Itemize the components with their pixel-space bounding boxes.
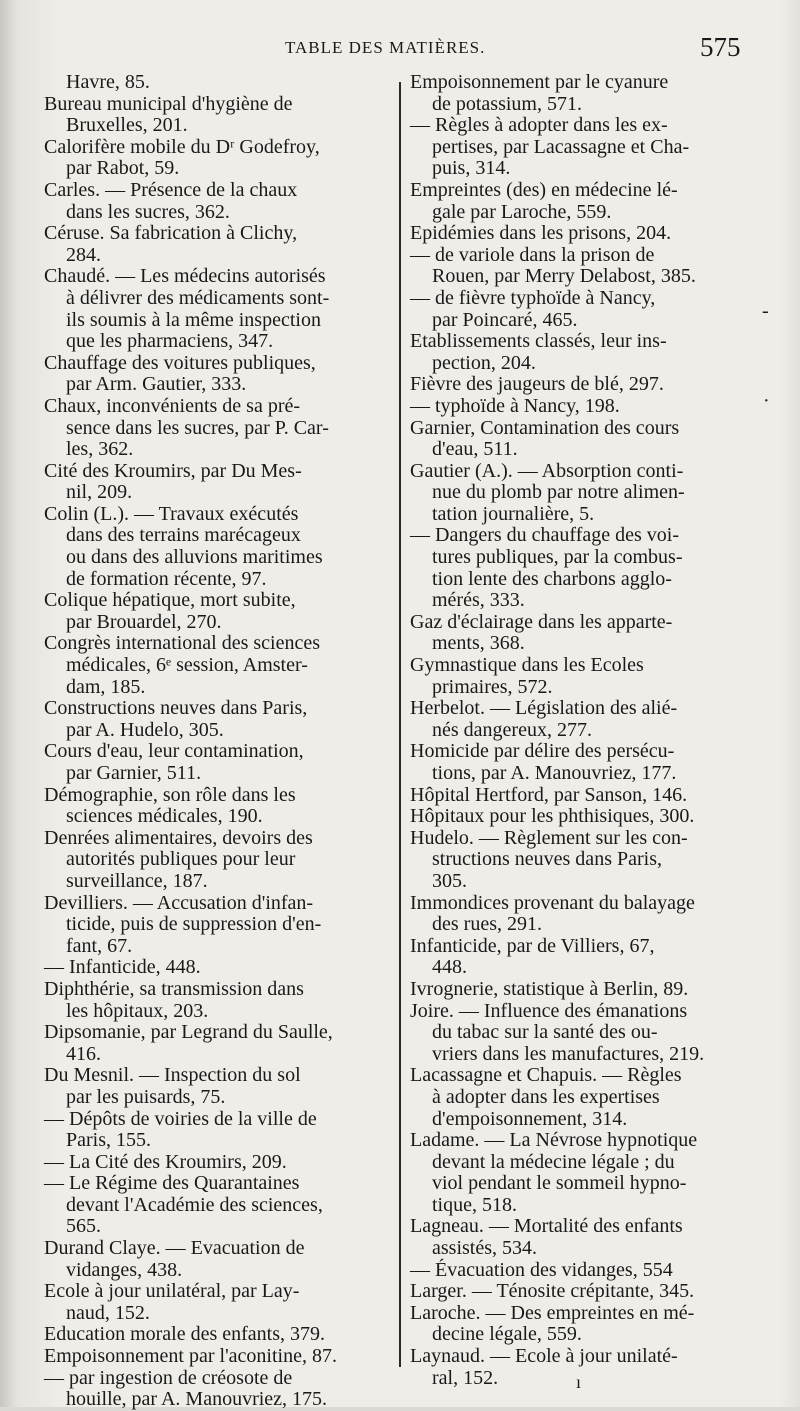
index-entry (410, 180, 752, 223)
index-entry (44, 828, 386, 893)
index-entry (410, 828, 752, 893)
index-entry-line: Empoisonnement par le cyanure (410, 71, 669, 93)
index-entry-line: gale par Laroche, 559. (432, 200, 612, 223)
left-index-column (44, 72, 386, 1411)
index-entry-line: par Garnier, 511. (66, 762, 202, 784)
index-entry (410, 979, 752, 1001)
index-entry-line: Chaux, inconvénients de sa pré- (44, 394, 301, 417)
index-entry-line: les, 362. (66, 438, 134, 461)
index-entry (44, 180, 386, 223)
index-entry (410, 396, 752, 418)
index-entry (410, 655, 752, 698)
index-entry-line: tation journalière, 5. (432, 502, 595, 525)
index-entry-line: pertises, par Lacassagne et Cha- (432, 135, 690, 158)
index-entry-line: Lagneau. — Mortalité des enfants (410, 1215, 683, 1238)
index-entry (410, 1130, 752, 1216)
index-entry-line: Ladame. — La Névrose hypnotique (410, 1129, 698, 1152)
index-entry (410, 72, 752, 115)
index-entry (44, 72, 386, 94)
index-entry-line: decine légale, 559. (432, 1323, 582, 1346)
index-entry-line: — de variole dans la prison de (410, 243, 655, 266)
index-entry-line: Devilliers. — Accusation d'infan- (44, 891, 314, 914)
index-entry-line: de formation récente, 97. (66, 567, 267, 590)
index-entry-line: Hôpitaux pour les phthisiques, 300. (410, 805, 695, 828)
index-entry-line: — Dangers du chauffage des voi- (410, 524, 679, 547)
index-entry (44, 979, 386, 1022)
index-entry-line: par Rabot, 59. (66, 157, 180, 180)
index-entry-line: des rues, 291. (432, 913, 542, 936)
index-entry-line: Havre, 85. (66, 71, 150, 93)
printer-mark: ı (576, 1372, 582, 1392)
index-entry (44, 633, 386, 698)
index-entry (410, 418, 752, 461)
index-entry (410, 806, 752, 828)
index-entry-line: — Règles à adopter dans les ex- (410, 114, 668, 137)
index-entry-line: puis, 314. (432, 157, 511, 180)
index-entry-line: de potassium, 571. (432, 92, 582, 115)
index-entry (410, 374, 752, 396)
index-entry-line: 565. (66, 1215, 101, 1238)
index-entry-line: Gautier (A.). — Absorption conti- (410, 459, 684, 482)
page-number: 575 (700, 32, 741, 62)
index-entry (44, 504, 386, 590)
index-entry-line: Calorifère mobile du Dʳ Godefroy, (44, 135, 320, 158)
index-entry-line: Etablissements classés, leur ins- (410, 330, 667, 353)
index-entry-line: 305. (432, 869, 467, 892)
index-entry (410, 893, 752, 936)
index-entry-line: les hôpitaux, 203. (66, 999, 209, 1022)
index-entry-line: Constructions neuves dans Paris, (44, 697, 308, 720)
index-entry-line: Bruxelles, 201. (66, 114, 188, 137)
index-entry-line: tures publiques, par la combus- (432, 546, 683, 569)
index-entry (410, 785, 752, 807)
index-entry-line: Laynaud. — Ecole à jour unilaté- (410, 1345, 678, 1368)
margin-mark: · (763, 390, 770, 412)
right-index-column (410, 72, 752, 1389)
index-entry (44, 94, 386, 137)
index-entry-line: Hudelo. — Règlement sur les con- (410, 826, 688, 849)
index-entry (44, 1238, 386, 1281)
index-entry (44, 1022, 386, 1065)
index-entry (44, 1368, 386, 1411)
index-entry-line: — de fièvre typhoïde à Nancy, (410, 286, 656, 309)
index-entry-line: Epidémies dans les prisons, 204. (410, 222, 672, 245)
index-entry-line: surveillance, 187. (66, 869, 208, 892)
index-entry-line: Diphthérie, sa transmission dans (44, 977, 304, 1000)
index-entry-line: Immondices provenant du balayage (410, 891, 695, 914)
index-entry (410, 1216, 752, 1259)
index-entry (44, 1109, 386, 1152)
index-entry-line: Empoisonnement par l'aconitine, 87. (44, 1345, 337, 1368)
index-entry-line: Démographie, son rôle dans les (44, 783, 296, 806)
index-entry-line: nés dangereux, 277. (432, 718, 592, 741)
index-entry-line: du tabac sur la santé des ou- (432, 1021, 658, 1044)
index-entry (410, 245, 752, 288)
index-entry-line: fant, 67. (66, 934, 133, 957)
index-entry (44, 1346, 386, 1368)
index-entry-line: Larger. — Ténosite crépitante, 345. (410, 1280, 695, 1303)
index-entry-line: à délivrer des médicaments sont- (66, 286, 330, 309)
index-entry-line: assistés, 534. (432, 1237, 537, 1260)
index-entry-line: sciences médicales, 190. (66, 805, 263, 828)
index-entry-line: dans des terrains marécageux (66, 524, 301, 547)
index-entry-line: — Dépôts de voiries de la ville de (44, 1107, 317, 1130)
index-entry (410, 1001, 752, 1066)
index-entry-line: Empreintes (des) en médecine lé- (410, 178, 678, 201)
column-divider (399, 82, 401, 1367)
index-entry (44, 1324, 386, 1346)
index-entry (44, 698, 386, 741)
index-entry-line: 448. (432, 956, 467, 979)
index-entry-line: mérés, 333. (432, 589, 525, 612)
index-entry-line: viol pendant le sommeil hypno- (432, 1172, 687, 1195)
page-header (0, 32, 800, 72)
index-entry-line: Lacassagne et Chapuis. — Règles (410, 1064, 682, 1087)
index-entry-line: Paris, 155. (66, 1129, 151, 1152)
index-entry-line: Chaudé. — Les médecins autorisés (44, 265, 326, 288)
index-entry-line: Cours d'eau, leur contamination, (44, 740, 304, 763)
index-entry (44, 396, 386, 461)
index-entry-line: vidanges, 438. (66, 1258, 183, 1281)
index-entry (410, 612, 752, 655)
index-entry (44, 785, 386, 828)
index-entry (44, 1173, 386, 1238)
index-entry-line: Gymnastique dans les Ecoles (410, 654, 644, 677)
index-entry-line: Bureau municipal d'hygiène de (44, 92, 293, 115)
index-entry-line: Chauffage des voitures publiques, (44, 351, 316, 374)
index-entry-line: nil, 209. (66, 481, 133, 504)
index-entry (410, 331, 752, 374)
running-title: TABLE DES MATIÈRES. (285, 38, 486, 57)
index-entry-line: Dipsomanie, par Legrand du Saulle, (44, 1021, 333, 1044)
index-entry-line: — Infanticide, 448. (44, 956, 201, 979)
index-entry-line: Education morale des enfants, 379. (44, 1323, 326, 1346)
index-entry-line: Colique hépatique, mort subite, (44, 589, 296, 612)
index-entry (410, 525, 752, 611)
index-entry-line: Laroche. — Des empreintes en mé- (410, 1301, 695, 1324)
index-entry (44, 461, 386, 504)
index-entry-line: — Évacuation des vidanges, 554 (410, 1258, 673, 1281)
index-entry-line: structions neuves dans Paris, (432, 848, 662, 871)
index-entry (410, 288, 752, 331)
index-entry-line: primaires, 572. (432, 675, 553, 698)
index-entry (44, 266, 386, 352)
index-entry-line: Herbelot. — Législation des alié- (410, 697, 678, 720)
index-entry-line: ils soumis à la même inspection (66, 308, 321, 331)
index-entry-line: d'eau, 511. (432, 438, 518, 461)
index-entry-line: Ecole à jour unilatéral, par Lay- (44, 1280, 300, 1303)
index-entry (410, 115, 752, 180)
index-entry (410, 1303, 752, 1346)
index-entry-line: devant la médecine légale ; du (432, 1150, 675, 1173)
index-entry (44, 223, 386, 266)
index-entry-line: Gaz d'éclairage dans les apparte- (410, 610, 673, 633)
index-entry-line: dam, 185. (66, 675, 146, 698)
index-entry-line: Congrès international des sciences (44, 632, 321, 655)
index-entry (44, 353, 386, 396)
index-entry (44, 1152, 386, 1174)
index-entry-line: tions, par A. Manouvriez, 177. (432, 762, 677, 784)
index-entry-line: — La Cité des Kroumirs, 209. (44, 1150, 287, 1173)
index-entry-line: sence dans les sucres, par P. Car- (66, 416, 329, 439)
index-entry-line: Céruse. Sa fabrication à Clichy, (44, 222, 298, 245)
index-entry-line: devant l'Académie des sciences, (66, 1193, 323, 1216)
margin-mark: - (762, 300, 769, 322)
index-entry-line: par Arm. Gautier, 333. (66, 373, 247, 396)
index-entry-line: naud, 152. (66, 1301, 150, 1324)
index-entry-line: médicales, 6ᵉ session, Amster- (66, 654, 308, 677)
index-entry-line: — Le Régime des Quarantaines (44, 1172, 300, 1195)
index-entry (44, 1065, 386, 1108)
index-entry (44, 1281, 386, 1324)
index-entry (410, 1281, 752, 1303)
index-entry-line: par Brouardel, 270. (66, 610, 222, 633)
index-entry-line: autorités publiques pour leur (66, 848, 296, 871)
index-entry (44, 957, 386, 979)
index-entry-line: ou dans des alluvions maritimes (66, 546, 323, 569)
index-entry (410, 741, 752, 784)
index-entry (44, 741, 386, 784)
index-entry-line: Fièvre des jaugeurs de blé, 297. (410, 373, 664, 396)
index-entry (410, 1065, 752, 1130)
index-entry-line: Rouen, par Merry Delabost, 385. (432, 265, 696, 288)
index-entry-line: Homicide par délire des persécu- (410, 740, 675, 763)
index-entry-line: Denrées alimentaires, devoirs des (44, 826, 313, 849)
index-entry-line: Durand Claye. — Evacuation de (44, 1237, 305, 1260)
index-entry-line: pection, 204. (432, 351, 536, 374)
index-entry-line: 416. (66, 1042, 101, 1065)
index-entry (410, 1260, 752, 1282)
index-entry-line: par les puisards, 75. (66, 1085, 226, 1108)
index-entry-line: par A. Hudelo, 305. (66, 718, 224, 741)
index-entry-line: Joire. — Influence des émanations (410, 999, 688, 1022)
index-entry (44, 893, 386, 958)
index-entry-line: à adopter dans les expertises (432, 1085, 660, 1108)
index-entry (44, 590, 386, 633)
index-entry-line: tique, 518. (432, 1193, 517, 1216)
index-entry-line: dans les sucres, 362. (66, 200, 230, 223)
index-entry-line: Carles. — Présence de la chaux (44, 178, 298, 201)
index-entry-line: ments, 368. (432, 632, 525, 655)
index-entry-line: que les pharmaciens, 347. (66, 330, 274, 353)
index-entry-line: Garnier, Contamination des cours (410, 416, 680, 439)
index-entry-line: Cité des Kroumirs, par Du Mes- (44, 459, 302, 482)
index-entry-line: 284. (66, 243, 101, 266)
index-entry-line: Infanticide, par de Villiers, 67, (410, 934, 655, 957)
index-entry-line: nue du plomb par notre alimen- (432, 481, 685, 504)
index-entry-line: — typhoïde à Nancy, 198. (410, 394, 620, 417)
index-entry-line: par Poincaré, 465. (432, 308, 578, 331)
index-entry (44, 137, 386, 180)
index-entry-line: — par ingestion de créosote de (44, 1366, 293, 1389)
index-entry-line: Ivrognerie, statistique à Berlin, 89. (410, 977, 689, 1000)
index-entry (410, 461, 752, 526)
index-entry (410, 223, 752, 245)
index-entry-line: ticide, puis de suppression d'en- (66, 913, 322, 936)
index-entry-line: tion lente des charbons agglo- (432, 567, 672, 590)
index-entry-line: Du Mesnil. — Inspection du sol (44, 1064, 301, 1087)
index-entry (410, 936, 752, 979)
index-entry-line: Hôpital Hertford, par Sanson, 146. (410, 783, 688, 806)
index-entry-line: d'empoisonnement, 314. (432, 1107, 628, 1130)
index-entry-line: ral, 152. (432, 1366, 499, 1389)
index-entry (410, 698, 752, 741)
index-entry-line: Colin (L.). — Travaux exécutés (44, 502, 299, 525)
index-entry-line: houille, par A. Manouvriez, 175. (66, 1388, 328, 1411)
index-entry-line: vriers dans les manufactures, 219. (432, 1042, 705, 1065)
